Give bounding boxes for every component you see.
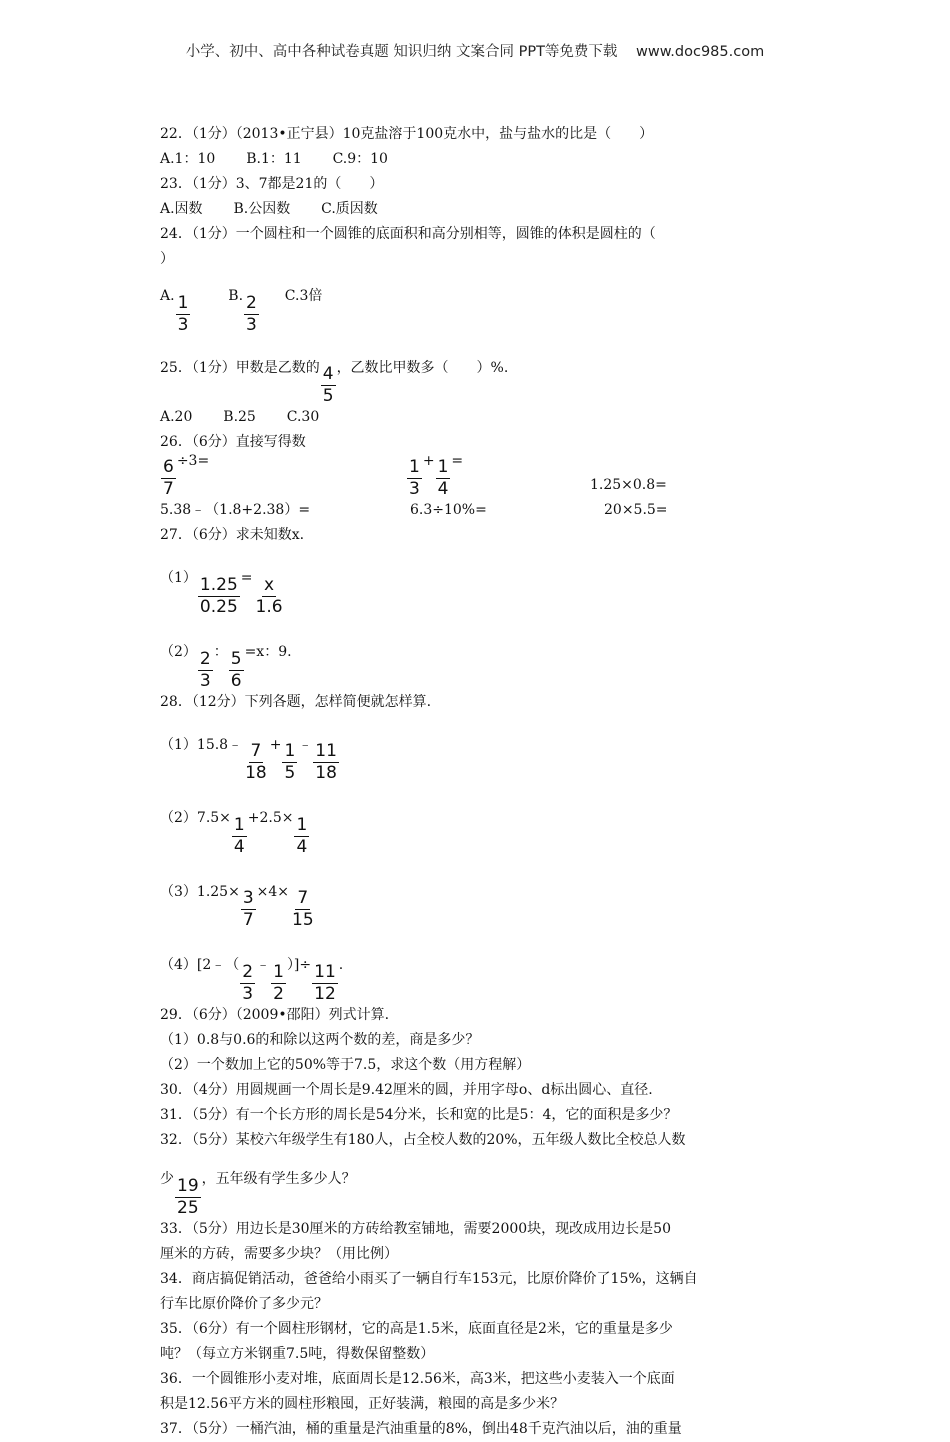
q26-item4: 5.38﹣（1.8+2.38）= [160, 502, 311, 519]
q22-option-c: C.9：10 [332, 151, 388, 167]
q24-option-b: B. [228, 288, 244, 304]
q29-part1: （1）0.8与0.6的和除以这两个数的差，商是多少？ [160, 1032, 480, 1049]
q29-part2: （2）一个数加上它的50%等于7.5，求这个数（用方程解） [160, 1057, 531, 1074]
q32-line1: 32．（5分）某校六年级学生有180人，占全校人数的20%，五年级人数比全校总人数 [160, 1132, 686, 1149]
q28-stem: 28．（12分）下列各题，怎样简便就怎样算. [160, 693, 432, 710]
q26-row1 [160, 452, 800, 500]
q22-option-b: B.1：11 [246, 151, 302, 167]
q26-item3: 1.25×0.8= [590, 477, 667, 494]
q25-option-c: C.30 [286, 409, 320, 426]
q27-part2: （2） $\frac{2}{3}$ ： $\frac{5}{6}$ =x：9. [160, 643, 292, 691]
q22-stem: 22．（1分）（2013•正宁县）10克盐溶于100克水中，盐与盐水的比是（ ） [160, 126, 654, 142]
q26-stem: 26．（6分）直接写得数 [160, 434, 306, 451]
q36-line2: 积是12.56平方米的圆柱形粮囤，正好装满，粮囤的高是多少米？ [160, 1395, 565, 1412]
q23-option-c: C.质因数 [321, 201, 378, 217]
q36-line1: 36．一个圆锥形小麦对堆，底面周长是12.56米，高3米，把这些小麦装入一个底面 [160, 1370, 675, 1387]
page-header [0, 40, 950, 61]
q25-options [160, 405, 800, 430]
q34-line2: 行车比原价降价了多少元？ [160, 1295, 328, 1312]
q22-options [160, 147, 800, 172]
q25-stem [160, 338, 800, 406]
q24-stem: 24．（1分）一个圆柱和一个圆锥的底面积和高分别相等，圆锥的体积是圆柱的（ [160, 226, 656, 242]
q33-line2: 厘米的方砖，需要多少块？（用比例） [160, 1245, 398, 1262]
q27-stem: 27．（6分）求未知数x. [160, 527, 305, 544]
q22-option-a: A.1：10 [160, 151, 216, 167]
q28-part1: （1）15.8﹣ $\frac{7}{18}$ + $\frac{1}{5}$ ﹣ $\frac{11}{18}$ [160, 736, 337, 784]
q26-item1: $\frac{6}{7}$ ÷3= [163, 452, 210, 500]
q23-stem: 23．（1分）3、7都是21的（ ） [160, 176, 384, 192]
q35-line2: 吨？（每立方米钢重7.5吨，得数保留整数） [160, 1345, 435, 1362]
q24-frac-b: $\frac{2}{3}$ [246, 292, 257, 335]
header-text: 小学、初中、高中各种试卷真题 知识归纳 文案合同 PPT等免费下载 [185, 44, 618, 60]
q24-frac-a: $\frac{1}{3}$ [177, 292, 189, 335]
q25-option-b: B.25 [223, 409, 256, 426]
q25-frac: $\frac{4}{5}$ [322, 364, 334, 407]
q26-row2 [160, 498, 800, 523]
q25-stem-pre: 25．（1分）甲数是乙数的 [160, 359, 320, 376]
q35-line1: 35．（6分）有一个圆柱形钢材，它的高是1.5米，底面直径是2米，它的重量是多少 [160, 1320, 673, 1337]
q26-item5: 6.3÷10%= [410, 502, 487, 519]
q29-stem: 29．（6分）（2009•邵阳）列式计算. [160, 1007, 390, 1024]
q24-options [160, 266, 800, 334]
q31: 31．（5分）有一个长方形的周长是54分米，长和宽的比是5：4，它的面积是多少？ [160, 1107, 678, 1124]
q28-part3: （3）1.25× $\frac{3}{7}$ ×4× $\frac{7}{15}$ [160, 883, 314, 931]
q34-line1: 34．商店搞促销活动，爸爸给小雨买了一辆自行车153元，比原价降价了15%，这辆自 [160, 1270, 698, 1287]
q27-part1: （1） $\frac{1.25}{0.25}$ = $\frac{x}{1.6}$ [160, 570, 283, 617]
q30: 30．（4分）用圆规画一个周长是9.42厘米的圆，并用字母o、d标出圆心、直径. [160, 1082, 653, 1099]
q28-part2: （2）7.5× $\frac{1}{4}$ +2.5× $\frac{1}{4}$ [160, 810, 308, 857]
q32-line2: 少 $\frac{19}{25}$ ，五年级有学生多少人？ [160, 1171, 356, 1218]
q37-line1: 37．（5分）一桶汽油，桶的重量是汽油重量的8%，倒出48千克汽油以后，油的重量 [160, 1420, 682, 1437]
q24-option-c: C.3倍 [284, 288, 323, 304]
exam-content [160, 122, 800, 1442]
q24-stem-cont: ） [160, 251, 174, 267]
q23-option-b: B.公因数 [233, 201, 291, 217]
q26-item6: 20×5.5= [604, 502, 668, 519]
q24-option-a: A. [160, 288, 175, 304]
q23-option-a: A.因数 [160, 201, 203, 217]
q25-stem-post: ，乙数比甲数多（ ）%. [336, 359, 509, 376]
q26-item2: $\frac{1}{3}$ + $\frac{1}{4}$ = [409, 452, 464, 500]
q33-line1: 33．（5分）用边长是30厘米的方砖给教室铺地，需要2000块，现改成用边长是50 [160, 1220, 671, 1237]
q28-part4: （4）[2﹣（ $\frac{2}{3}$ ﹣ $\frac{1}{2}$ ）]÷ $\frac{11}{12}$ . [160, 957, 344, 1005]
header-url[interactable]: www.doc985.com [636, 44, 765, 60]
q25-option-a: A.20 [160, 409, 193, 426]
q23-options [160, 197, 800, 222]
